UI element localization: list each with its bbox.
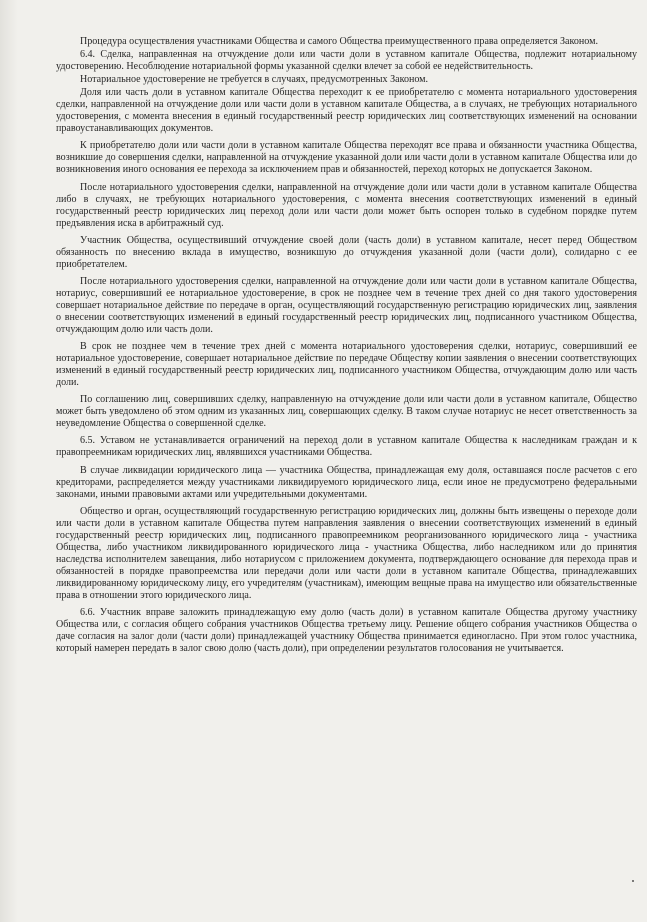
paragraph-notary-copy: В срок не позднее чем в течение трех дней с момента нотариального удостоверения сделки, нотариус, совершивший ее нотариальное удостоверение, совершает нотариальное действие по передаче Обществу копии заявления о внесении соответствующих изменений в единый государственный реестр юридических лиц, подписанного участником Общества, отчуждающим долю или часть доли. <box>56 341 637 389</box>
paragraph-6-4: 6.4. Сделка, направленная на отчуждение доли или части доли в уставном капитале Общества, подлежит нотариальному удостоверению. Несоблюдение нотариальной формы указанной сделки влечет за собой ее недействительность. <box>56 49 637 73</box>
paragraph-preemptive-procedure: Процедура осуществления участниками Общества и самого Общества преимущественного права определяется Законом. <box>80 36 598 47</box>
paragraph-no-notary-required: Нотариальное удостоверение не требуется в случаях, предусмотренных Законом. <box>80 74 429 86</box>
paragraph-rights-transfer: К приобретателю доли или части доли в уставном капитале Общества переходят все права и обязанности участника Общества, возникшие до совершения сделки, направленной на отчуждение указанной доли или части доли в уставном капитале Общества или до возникновения иного основания ее перехода за исключением прав и обязанностей, переход которых не допускается Законом. <box>56 140 637 176</box>
paragraph-liquidation: В случае ликвидации юридического лица — участника Общества, принадлежащая ему доля, оставшаяся после расчетов с его кредиторами, распределяется между участниками ликвидируемого юридического лица, если иное не предусмотрено федеральными законами, иными правовыми актами или учредительными документами. <box>56 464 637 500</box>
paragraph-6-5: 6.5. Уставом не устанавливается ограничений на переход доли в уставном капитале Общества к наследникам граждан и к правопреемникам юридических лиц, являвшихся участниками Общества. <box>56 435 637 459</box>
paragraph-registration-notice: Общество и орган, осуществляющий государственную регистрацию юридических лиц, должны быть извещены о переходе доли или части доли в уставном капитале Общества путем направления заявления о внесении соответствующих изменений в единый государственный реестр юридических лиц, подписанного правопреемником реорганизованного юридического лица - участника Общества, либо участником ликвидированного юридического лица - участника Общества, либо наследником или до принятия наследства исполнителем завещания, либо нотариусом с приложением документа, подтверждающего основание для перехода прав и обязанностей в порядке правопреемства или передачи доли или части доли в уставном капитале Общества, принадлежавших ликвидированному юридическому лицу, его учредителям (участникам), имеющим вещные права на имущество или обязательственные права в отношении этого юридического лица. <box>56 505 637 601</box>
paragraph-share-transfer-moment: Доля или часть доли в уставном капитале Общества переходит к ее приобретателю с момента нотариального удостоверения сделки, направленной на отчуждение доли или части доли в уставном капитале Общества, а в случаях, не требующих нотариального удостоверения, с момента внесения в единый государственный реестр юридических лиц соответствующих изменений на основании правоустанавливающих документов. <box>56 87 637 135</box>
paragraph-notary-registration: После нотариального удостоверения сделки, направленной на отчуждение доли или части доли в уставном капитале Общества, нотариус, совершивший ее нотариальное удостоверение, в срок не позднее чем в течение трех дней со дня такого удостоверения совершает нотариальное действие по передаче в орган, осуществляющий государственную регистрацию юридических лиц, заявления о внесении соответствующих изменений в единый государственный реестр юридических лиц, подписанного участником Общества, отчуждающим долю или часть доли. <box>56 275 637 336</box>
page-edge-shadow <box>0 0 18 922</box>
paragraph-6-6: 6.6. Участник вправе заложить принадлежащую ему долю (часть доли) в уставном капитале Общества другому участнику Общества или, с согласия общего собрания участников Общества третьему лицу. Решение общего собрания участников Общества о даче согласия на залог доли (части доли) принадлежащей участнику Общества принимается единогласно. При этом голос участника, который намерен передать в залог свою долю (часть доли), при определении результатов голосования не учитывается. <box>56 607 637 655</box>
paragraph-notification-agreement: По соглашению лиц, совершивших сделку, направленную на отчуждение доли или части доли в уставном капитале, Общество может быть уведомлено об этом одним из указанных лиц, совершающих сделку. В таком случае нотариус не несет ответственность за неуведомление Общества о совершенной сделке. <box>56 394 637 430</box>
scan-speck <box>632 880 634 882</box>
paragraph-seller-obligation: Участник Общества, осуществивший отчуждение своей доли (часть доли) в уставном капитале, несет перед Обществом обязанность по внесению вклада в имущество, возникшую до отчуждения указанной доли (части доли), солидарно с ее приобретателем. <box>56 234 637 270</box>
paragraph-dispute: После нотариального удостоверения сделки, направленной на отчуждение доли или части доли в уставном капитале Общества либо в случаях, не требующих нотариального удостоверения, с момента внесения соответствующих изменений в единый государственный реестр юридических лиц переход доли или части доли может быть оспорен только в судебном порядке путем предъявления иска в арбитражный суд. <box>56 181 637 229</box>
